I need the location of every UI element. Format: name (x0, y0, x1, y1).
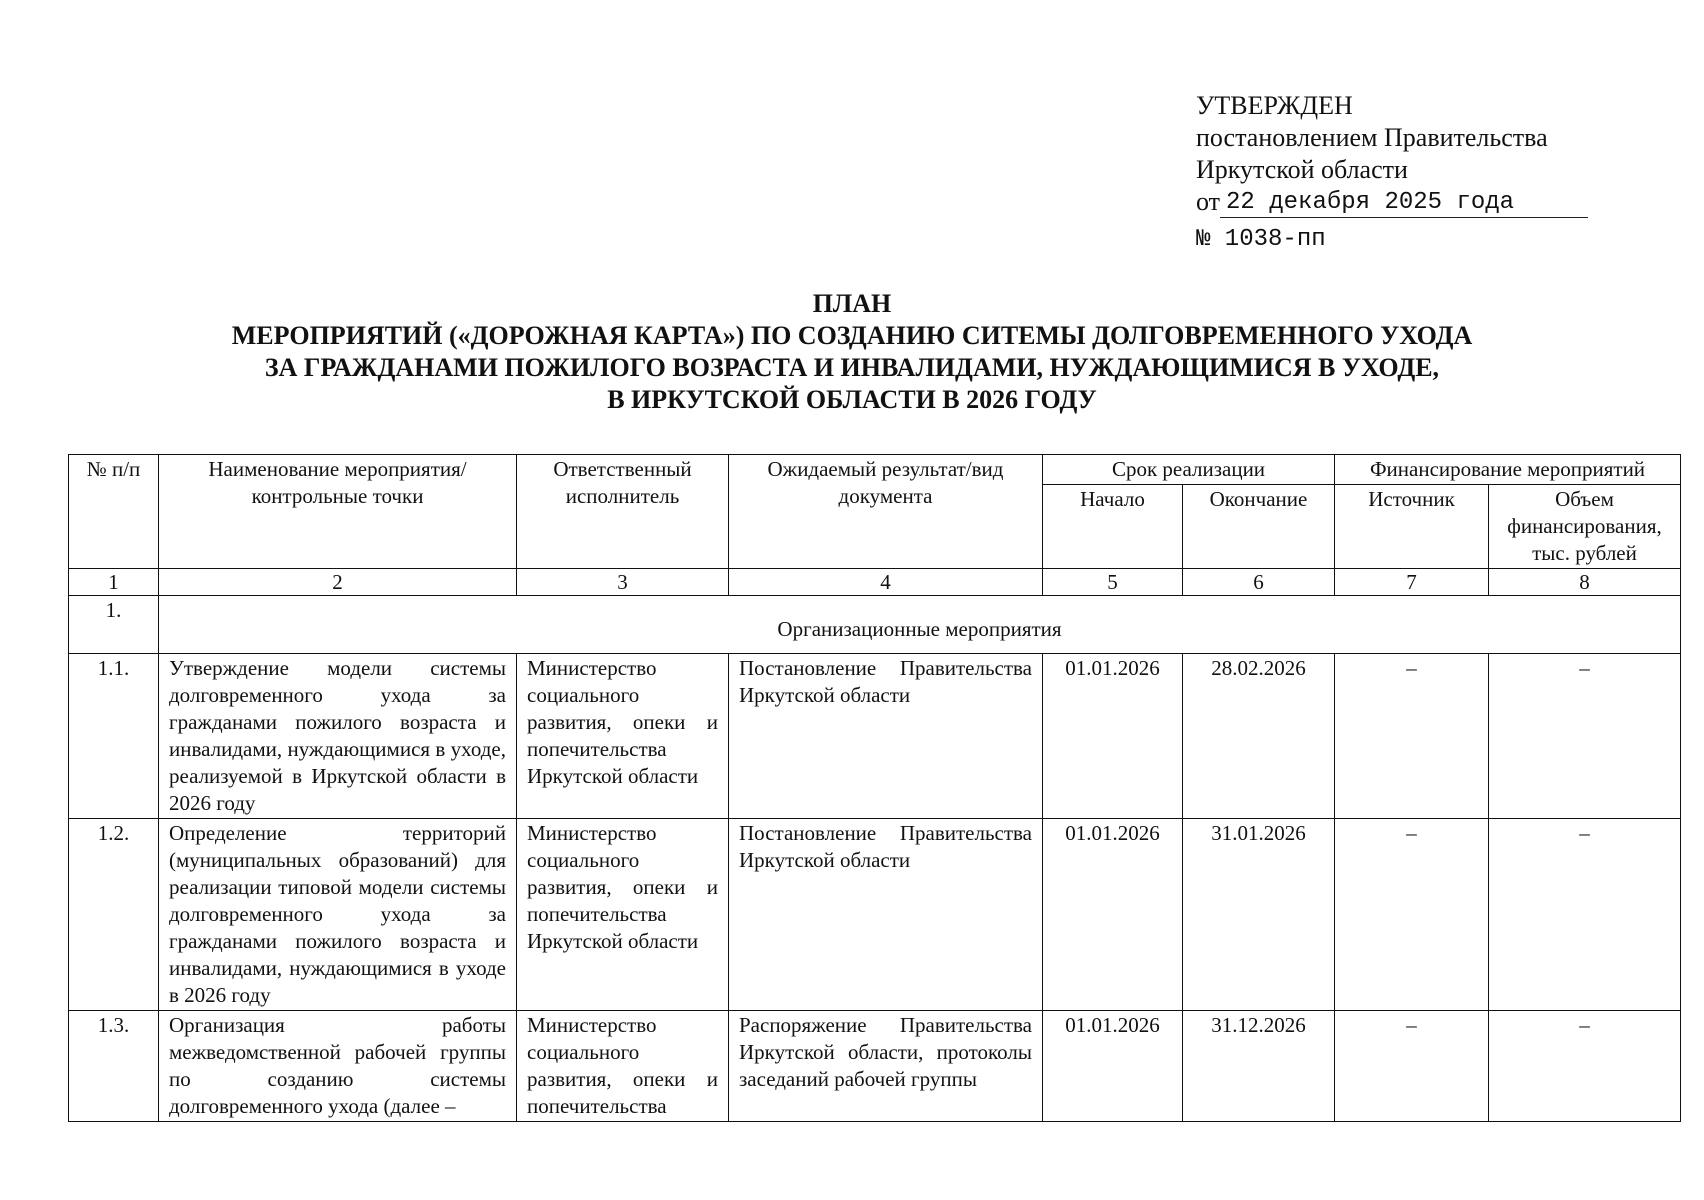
header-result: Ожидаемый результат/вид документа (729, 455, 1043, 569)
title-line-4: В ИРКУТСКОЙ ОБЛАСТИ В 2026 ГОДУ (607, 385, 1097, 414)
approval-date-row (1196, 186, 1588, 218)
approval-stamp (1196, 90, 1588, 256)
row-volume: – (1489, 819, 1681, 1011)
row-name: Организация работы межведомственной рабочей группы по созданию системы долговременного ухода (далее – (159, 1011, 517, 1122)
row-name: Определение территорий (муниципальных образований) для реализации типовой модели системы долговременного ухода за гражданами пожилого возраста и инвалидами, нуждающимися в уходе в 2026 году (159, 819, 517, 1011)
table-row (69, 654, 1681, 819)
header-source: Источник (1335, 485, 1489, 569)
column-number: 6 (1183, 569, 1335, 596)
row-result: Постановление Правительства Иркутской области (729, 819, 1043, 1011)
row-num: 1.2. (69, 819, 159, 1011)
plan-table (68, 454, 1681, 1122)
column-number: 4 (729, 569, 1043, 596)
section-title: Организационные мероприятия (159, 596, 1681, 654)
row-executor: Министерство социального развития, опеки и попечительства (517, 1011, 729, 1122)
row-source: – (1335, 819, 1489, 1011)
row-result: Постановление Правительства Иркутской области (729, 654, 1043, 819)
row-name: Утверждение модели системы долговременного ухода за гражданами пожилого возраста и инвалидами, нуждающимися в уходе, реализуемой в Иркутской области в 2026 году (159, 654, 517, 819)
approval-status: УТВЕРЖДЕН (1196, 91, 1353, 120)
approval-line-2: Иркутской области (1196, 155, 1408, 184)
row-num: 1.3. (69, 1011, 159, 1122)
section-num: 1. (69, 596, 159, 654)
row-volume: – (1489, 1011, 1681, 1122)
row-volume: – (1489, 654, 1681, 819)
row-start: 01.01.2026 (1043, 819, 1183, 1011)
section-row (69, 596, 1681, 654)
column-number: 2 (159, 569, 517, 596)
title-line-1: ПЛАН (812, 289, 892, 318)
row-source: – (1335, 1011, 1489, 1122)
header-executor: Ответственный исполнитель (517, 455, 729, 569)
header-end: Окончание (1183, 485, 1335, 569)
header-row-1 (69, 455, 1681, 485)
table-row (69, 819, 1681, 1011)
approval-number: № 1038-пп (1196, 226, 1326, 253)
approval-line-1: постановлением Правительства (1196, 123, 1548, 152)
row-end: 28.02.2026 (1183, 654, 1335, 819)
row-start: 01.01.2026 (1043, 1011, 1183, 1122)
header-start: Начало (1043, 485, 1183, 569)
column-number: 5 (1043, 569, 1183, 596)
header-financing: Финансирование мероприятий (1335, 455, 1681, 485)
header-name: Наименование мероприятия/ контрольные точки (159, 455, 517, 569)
approval-date: 22 декабря 2025 года (1220, 189, 1588, 218)
table-row (69, 1011, 1681, 1122)
column-number-row (69, 569, 1681, 596)
column-number: 1 (69, 569, 159, 596)
row-start: 01.01.2026 (1043, 654, 1183, 819)
column-number: 8 (1489, 569, 1681, 596)
row-executor: Министерство социального развития, опеки и попечительства Иркутской области (517, 654, 729, 819)
column-number: 7 (1335, 569, 1489, 596)
row-end: 31.01.2026 (1183, 819, 1335, 1011)
row-end: 31.12.2026 (1183, 1011, 1335, 1122)
row-num: 1.1. (69, 654, 159, 819)
title-line-2: МЕРОПРИЯТИЙ («ДОРОЖНАЯ КАРТА») ПО СОЗДАНИЮ СИТЕМЫ ДОЛГОВРЕМЕННОГО УХОДА (231, 321, 1473, 350)
title-line-3: ЗА ГРАЖДАНАМИ ПОЖИЛОГО ВОЗРАСТА И ИНВАЛИДАМИ, НУЖДАЮЩИМИСЯ В УХОДЕ, (264, 353, 1440, 382)
header-num: № п/п (69, 455, 159, 569)
document-title (60, 288, 1644, 416)
row-result: Распоряжение Правительства Иркутской области, протоколы заседаний рабочей группы (729, 1011, 1043, 1122)
approval-date-prefix: от (1196, 187, 1221, 216)
header-period: Срок реализации (1043, 455, 1335, 485)
row-source: – (1335, 654, 1489, 819)
column-number: 3 (517, 569, 729, 596)
row-executor: Министерство социального развития, опеки и попечительства Иркутской области (517, 819, 729, 1011)
header-volume: Объем финансирования, тыс. рублей (1489, 485, 1681, 569)
